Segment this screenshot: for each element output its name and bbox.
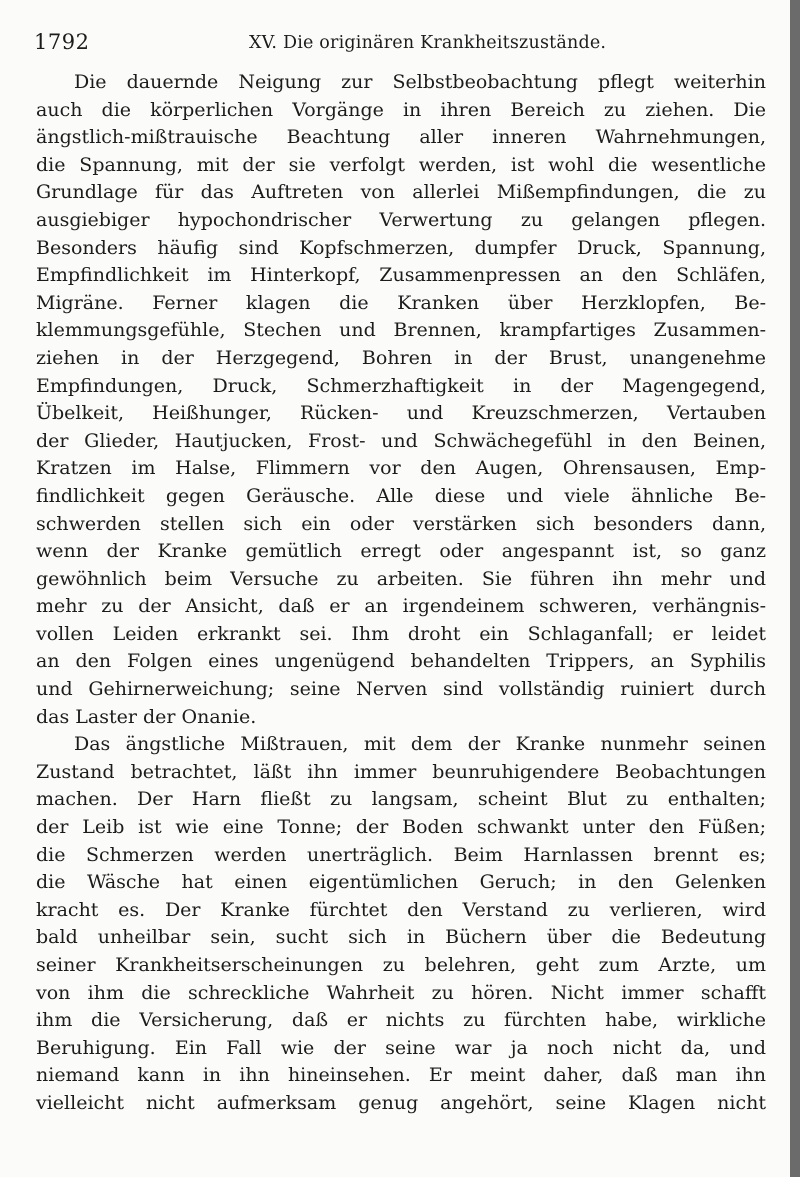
text-line: das Laster der Onanie. (36, 705, 257, 728)
text-line: seiner Krankheitserscheinungen zu belehren, geht zum Arzte, um (36, 954, 766, 976)
text-line: an den Folgen eines ungenügend behandelten Trippers, an Syphilis (36, 650, 766, 673)
text-line: Migräne. Ferner klagen die Kranken über Herzklopfen, Be- (36, 291, 766, 314)
text-line: niemand kann in ihn hineinsehen. Er meint daher, daß man ihn (36, 1064, 766, 1087)
text-line: bald unheilbar sein, sucht sich in Büchern über die Bedeutung (36, 926, 766, 949)
running-head: XV. Die originären Krankheitszustände. (249, 33, 607, 53)
paragraph-1 (36, 69, 766, 731)
text-line: Grundlage für das Auftreten von allerlei Mißempfindungen, die zu (36, 181, 766, 204)
text-line: mehr zu der Ansicht, daß er an irgendeinem schweren, verhängnis- (36, 595, 766, 618)
paragraph-2 (36, 731, 766, 1117)
text-line: Zustand betrachtet, läßt ihn immer beunruhigendere Beobachtungen (36, 760, 766, 783)
text-line: gewöhnlich beim Versuche zu arbeiten. Sie führen ihn mehr und (36, 567, 766, 590)
text-line: schwerden stellen sich ein oder verstärken sich besonders dann, (36, 512, 766, 535)
text-line: ihm die Versicherung, daß er nichts zu fürchten habe, wirkliche (36, 1009, 766, 1032)
text-line: vielleicht nicht aufmerksam genug angehört, seine Klagen nicht (36, 1091, 766, 1114)
text-line: Kratzen im Halse, Flimmern vor den Augen, Ohrensausen, Emp- (36, 457, 766, 480)
text-line: ängstlich-mißtrauische Beachtung aller inneren Wahrnehmungen, (36, 126, 766, 149)
text-line: die Schmerzen werden unerträglich. Beim Harnlassen brennt es; (36, 843, 766, 866)
text-line: der Leib ist wie eine Tonne; der Boden schwankt unter den Füßen; (36, 816, 766, 839)
text-line: die Spannung, mit der sie verfolgt werden, ist wohl die wesentliche (36, 153, 766, 176)
text-line: klemmungsgefühle, Stechen und Brennen, krampfartiges Zusammen- (36, 319, 766, 342)
text-line: ziehen in der Herzgegend, Bohren in der Brust, unangenehme (36, 346, 766, 369)
text-line: wenn der Kranke gemütlich erregt oder angespannt ist, so ganz (36, 540, 766, 563)
page-number: 1792 (34, 30, 90, 54)
text-line: der Glieder, Hautjucken, Frost- und Schwächegefühl in den Beinen, (36, 429, 766, 452)
text-line: Besonders häufig sind Kopfschmerzen, dumpfer Druck, Spannung, (36, 236, 766, 259)
text-line: Empfindungen, Druck, Schmerzhaftigkeit in der Magengegend, (36, 374, 766, 397)
text-line: auch die körperlichen Vorgänge in ihren Bereich zu ziehen. Die (36, 98, 766, 121)
text-line: Das ängstliche Mißtrauen, mit dem der Kranke nunmehr seinen (74, 733, 766, 756)
text-line: die Wäsche hat einen eigentümlichen Geruch; in den Gelenken (36, 871, 766, 894)
text-line: und Gehirnerweichung; seine Nerven sind vollständig ruiniert durch (36, 678, 766, 701)
text-line: Beruhigung. Ein Fall wie der seine war ja noch nicht da, und (36, 1036, 766, 1059)
body-text (36, 69, 766, 1118)
text-line: ausgiebiger hypochondrischer Verwertung zu gelangen pflegen. (36, 208, 766, 231)
text-line: Empfindlichkeit im Hinterkopf, Zusammenpressen an den Schläfen, (36, 264, 766, 287)
text-line: vollen Leiden erkrankt sei. Ihm droht ein Schlaganfall; er leidet (36, 622, 766, 645)
text-line: von ihm die schreckliche Wahrheit zu hören. Nicht immer schafft (36, 981, 766, 1004)
page-header (34, 30, 762, 60)
text-line: Übelkeit, Heißhunger, Rücken- und Kreuzschmerzen, Vertauben (36, 402, 766, 425)
text-line: Die dauernde Neigung zur Selbstbeobachtung pflegt weiterhin (74, 71, 766, 93)
text-line: machen. Der Harn fließt zu langsam, scheint Blut zu enthalten; (36, 788, 766, 811)
text-line: kracht es. Der Kranke fürchtet den Verstand zu verlieren, wird (36, 898, 766, 921)
text-line: findlichkeit gegen Geräusche. Alle diese und viele ähnliche Be- (36, 484, 766, 507)
